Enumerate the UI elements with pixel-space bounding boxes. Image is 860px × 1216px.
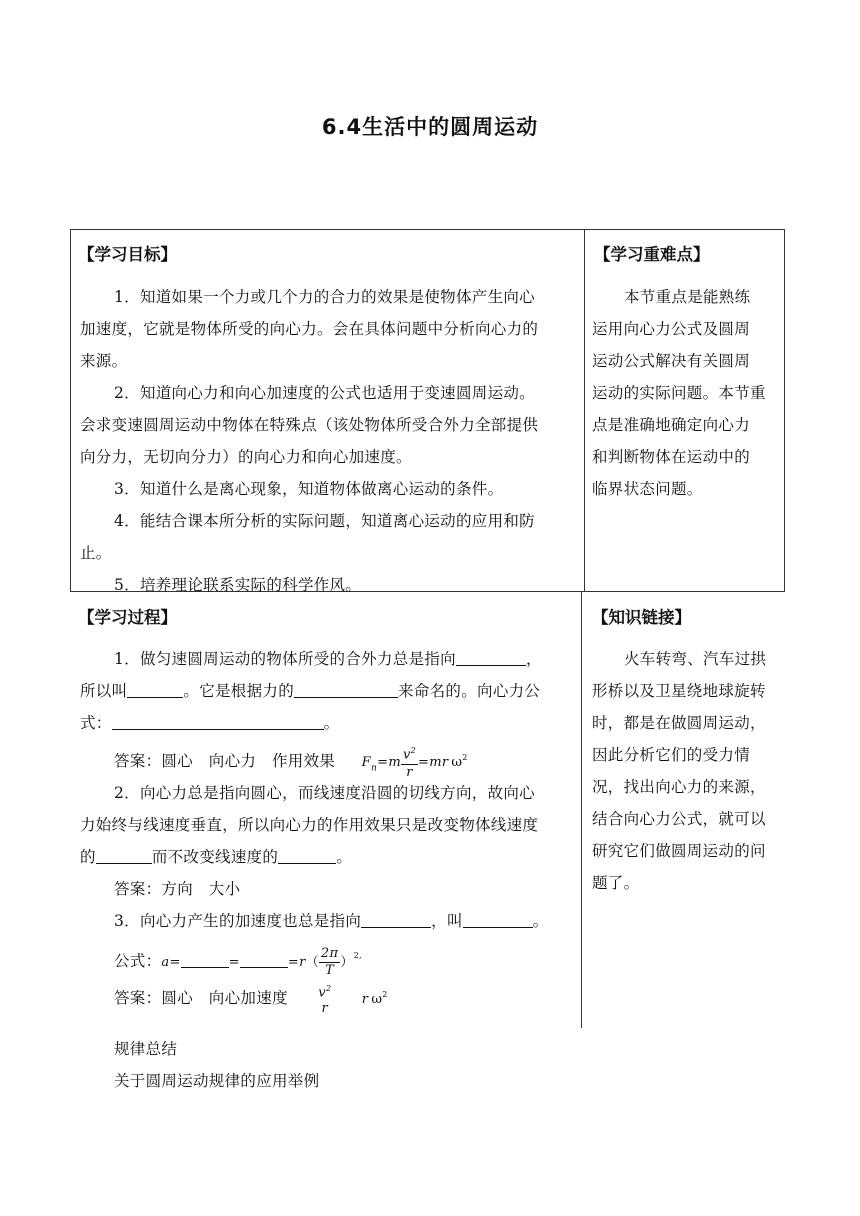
- goals-header: 【学习目标】: [78, 245, 177, 264]
- table-border-right: [784, 229, 785, 592]
- table-border-left: [70, 229, 71, 592]
- goal-line: 加速度，它就是物体所受的向心力。会在具体问题中分析向心力的: [80, 320, 539, 338]
- link-line: 结合向心力公式，就可以: [592, 810, 766, 828]
- q2-line1: 2．向心力总是指向圆心，而线速度沿圆的切线方向，故向心: [114, 784, 535, 802]
- keypoints-header: 【学习重难点】: [594, 245, 710, 264]
- fraction-2pi-T: $\frac{2\pi}{T}$: [320, 945, 339, 978]
- keypoints-text: [592, 281, 766, 505]
- process-text: [80, 643, 549, 1015]
- table-border-top: [70, 229, 785, 230]
- keypoint-line: 本节重点是能熟练: [624, 288, 751, 306]
- table-divider-top: [584, 229, 585, 592]
- keypoint-line: 运动公式解决有关圆周: [592, 352, 751, 370]
- table-divider-bottom: [581, 592, 582, 1028]
- answer-blank: [361, 909, 431, 928]
- goal-line: 5．培养理论联系实际的科学作风。: [114, 576, 362, 594]
- keypoint-line: 运动的实际问题。本节重: [592, 384, 766, 402]
- q3-line1: 3．向心力产生的加速度也总是指向 ，叫 。: [80, 905, 549, 937]
- link-line: 火车转弯、汽车过拱: [624, 650, 767, 668]
- link-line: 题了。: [592, 874, 640, 892]
- links-header: 【知识链接】: [592, 608, 691, 627]
- link-line: 时，都是在做圆周运动，: [592, 714, 766, 732]
- ans3: 答案：圆心 向心加速度 $v^2$ r r $\omega^2$: [80, 975, 549, 1015]
- q3-formula: 公式：a= = =r（ $\frac{2\pi}{T}$ ）$^{2,}$: [114, 945, 362, 978]
- keypoint-line: 点是准确地确定向心力: [592, 416, 751, 434]
- process-header: 【学习过程】: [78, 608, 177, 627]
- q1-line1: 1．做匀速圆周运动的物体所受的合外力总是指向 ，: [80, 643, 549, 675]
- answer-blank: [463, 909, 533, 928]
- q2-line2: 力始终与线速度垂直，所以向心力的作用效果只是改变物体线速度: [80, 816, 539, 834]
- answer-blank: [96, 845, 152, 864]
- goal-line: 4．能结合课本所分析的实际问题，知道离心运动的应用和防: [114, 512, 535, 530]
- answer-blank: [294, 679, 398, 698]
- answer-blank: [456, 647, 526, 666]
- link-line: 因此分析它们的受力情: [592, 746, 751, 764]
- link-line: 研究它们做圆周运动的问: [592, 842, 766, 860]
- answer-blank: [240, 949, 288, 968]
- answer-blank: [278, 845, 336, 864]
- formula-F: F: [361, 755, 371, 771]
- ans1: 答案：圆心 向心力 作用效果 $F_n=m$ $\frac{v^2}{r}$ =mr $\omega^2$: [80, 739, 549, 777]
- goal-line: 来源。: [80, 352, 128, 370]
- answer-blank: [181, 949, 229, 968]
- link-line: 况，找出向心力的来源，: [592, 778, 766, 796]
- q1-line2: 所以叫 。它是根据力的 来命名的。向心力公: [80, 675, 549, 707]
- keypoint-line: 运用向心力公式及圆周: [592, 320, 751, 338]
- goal-line: 向分力，无切向分力）的向心力和向心加速度。: [80, 448, 412, 466]
- goal-line: 1．知道如果一个力或几个力的合力的效果是使物体产生向心: [114, 288, 535, 306]
- keypoint-line: 和判断物体在运动中的: [592, 448, 751, 466]
- link-line: 形桥以及卫星绕地球旋转: [592, 682, 766, 700]
- goal-line: 2．知道向心力和向心加速度的公式也适用于变速圆周运动。: [114, 384, 535, 402]
- keypoint-line: 临界状态问题。: [592, 480, 703, 498]
- summary-line: 规律总结: [114, 1040, 178, 1058]
- summary-line: 关于圆周运动规律的应用举例: [114, 1072, 320, 1090]
- q1-line3: 式： 。: [80, 707, 549, 739]
- fraction-v2-r: $\frac{v^2}{r}$: [401, 743, 418, 780]
- answer-blank: [112, 711, 324, 730]
- goal-line: 止。: [80, 544, 112, 562]
- q2-line3: 的 而不改变线速度的 。: [80, 841, 549, 873]
- fraction-v2-r: $v^2$ r: [318, 983, 332, 1017]
- links-text: [592, 643, 766, 899]
- ans2: 答案：方向 大小: [114, 880, 241, 898]
- answer-blank: [127, 679, 183, 698]
- summary: [114, 1033, 319, 1097]
- page-title: 6.4生活中的圆周运动: [321, 115, 539, 139]
- goals-text: [80, 281, 538, 601]
- goal-line: 3．知道什么是离心现象，知道物体做离心运动的条件。: [114, 480, 504, 498]
- goal-line: 会求变速圆周运动中物体在特殊点（该处物体所受合外力全部提供: [80, 416, 539, 434]
